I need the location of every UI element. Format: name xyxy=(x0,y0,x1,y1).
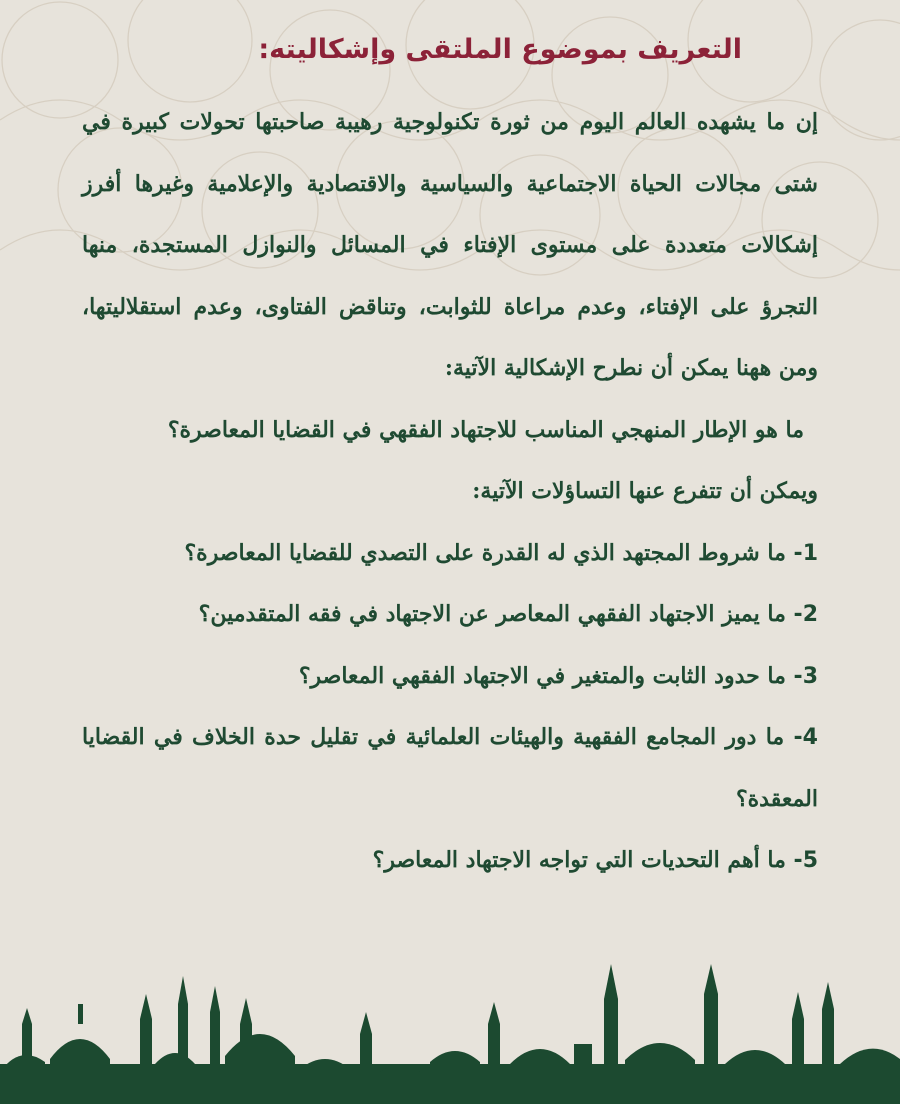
sub-intro: ويمكن أن تتفرع عنها التساؤلات الآتية: xyxy=(472,478,818,504)
question-item xyxy=(82,523,818,585)
question-item xyxy=(82,646,818,708)
question-text: ما شروط المجتهد الذي له القدرة على التصدي للقضايا المعاصرة؟ xyxy=(184,539,786,566)
question-number: 4- xyxy=(793,725,818,750)
question-number: 2- xyxy=(793,602,818,627)
question-number: 1- xyxy=(793,540,818,566)
content xyxy=(82,92,818,892)
intro-paragraph: إن ما يشهده العالم اليوم من ثورة تكنولوجية رهيبة صاحبتها تحولات كبيرة في شتى مجالات الحياة الاجتماعية والسياسية والاقتصادية والإعلامية وغيرها أفرز إشكالات متعددة على مستوى الإفتاء في المسائل والنوازل المستجدة، منها التجرؤ على الإفتاء، وعدم مراعاة للثوابت، وتناقض الفتاوى، وعدم استقلاليتها، ومن ههنا يمكن أن نطرح الإشكالية الآتية: xyxy=(82,109,818,381)
question-item xyxy=(82,584,818,646)
question-item xyxy=(82,707,818,830)
main-question: ما هو الإطار المنهجي المناسب للاجتهاد الفقهي في القضايا المعاصرة؟ xyxy=(167,416,804,443)
question-text: ما دور المجامع الفقهية والهيئات العلمائية في تقليل حدة الخلاف في القضايا المعقدة؟ xyxy=(82,724,818,812)
question-text: ما يميز الاجتهاد الفقهي المعاصر عن الاجتهاد في فقه المتقدمين؟ xyxy=(198,601,786,627)
mosque-skyline xyxy=(0,964,900,1104)
question-item xyxy=(82,830,818,892)
question-text: ما حدود الثابت والمتغير في الاجتهاد الفقهي المعاصر؟ xyxy=(298,662,786,689)
question-number: 5- xyxy=(793,848,818,873)
page-title: التعريف بموضوع الملتقى وإشكاليته: xyxy=(258,34,742,65)
question-text: ما أهم التحديات التي تواجه الاجتهاد المعاصر؟ xyxy=(372,847,786,873)
question-number: 3- xyxy=(793,663,818,689)
